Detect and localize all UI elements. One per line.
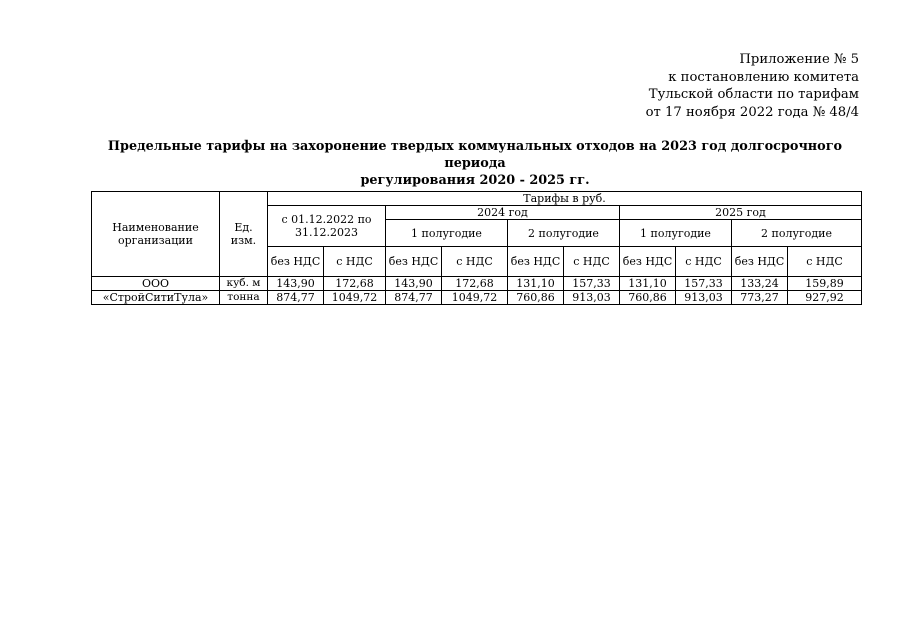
- org-name-line-2: «СтройСитиТула»: [92, 291, 220, 305]
- tariff-table: [91, 191, 862, 305]
- header-2024-half-2: 2 полугодие: [508, 220, 620, 247]
- value-cell: 143,90: [386, 277, 442, 291]
- value-cell: 927,92: [788, 291, 862, 305]
- header-2024-half-1: 1 полугодие: [386, 220, 508, 247]
- org-name-line-1: ООО: [92, 277, 220, 291]
- header-2025-half-1: 1 полугодие: [620, 220, 732, 247]
- value-cell: 157,33: [676, 277, 732, 291]
- table-row: [92, 277, 862, 291]
- title-line-1: Предельные тарифы на захоронение твердых коммунальных отходов на 2023 год долгосрочного периода: [107, 139, 843, 171]
- header-no-vat: без НДС: [268, 247, 324, 277]
- value-cell: 874,77: [268, 291, 324, 305]
- value-cell: 913,03: [564, 291, 620, 305]
- header-with-vat: с НДС: [676, 247, 732, 277]
- unit-cell: тонна: [220, 291, 268, 305]
- unit-cell: куб. м: [220, 277, 268, 291]
- value-cell: 157,33: [564, 277, 620, 291]
- header-no-vat: без НДС: [386, 247, 442, 277]
- value-cell: 773,27: [732, 291, 788, 305]
- document-title: [90, 138, 860, 189]
- value-cell: 1049,72: [442, 291, 508, 305]
- appendix-resolution: к постановлению комитета: [668, 69, 859, 85]
- value-cell: 172,68: [324, 277, 386, 291]
- appendix-header: [646, 51, 859, 121]
- header-with-vat: с НДС: [324, 247, 386, 277]
- value-cell: 913,03: [676, 291, 732, 305]
- value-cell: 131,10: [508, 277, 564, 291]
- appendix-committee: Тульской области по тарифам: [648, 87, 859, 103]
- header-period-2023: с 01.12.2022 по 31.12.2023: [268, 206, 386, 247]
- header-no-vat: без НДС: [732, 247, 788, 277]
- value-cell: 159,89: [788, 277, 862, 291]
- value-cell: 143,90: [268, 277, 324, 291]
- value-cell: 874,77: [386, 291, 442, 305]
- header-no-vat: без НДС: [508, 247, 564, 277]
- table-row: [92, 291, 862, 305]
- header-row-1: [92, 192, 862, 206]
- header-with-vat: с НДС: [442, 247, 508, 277]
- header-year-2024: 2024 год: [386, 206, 620, 220]
- value-cell: 131,10: [620, 277, 676, 291]
- header-with-vat: с НДС: [564, 247, 620, 277]
- title-line-2: регулирования 2020 - 2025 гг.: [360, 173, 590, 188]
- header-org: Наименование организации: [92, 192, 220, 277]
- value-cell: 172,68: [442, 277, 508, 291]
- header-tariffs: Тарифы в руб.: [268, 192, 862, 206]
- header-year-2025: 2025 год: [620, 206, 862, 220]
- value-cell: 1049,72: [324, 291, 386, 305]
- appendix-date: от 17 ноября 2022 года № 48/4: [645, 104, 859, 120]
- header-unit: Ед. изм.: [220, 192, 268, 277]
- header-with-vat: с НДС: [788, 247, 862, 277]
- appendix-number: Приложение № 5: [739, 52, 859, 67]
- header-2025-half-2: 2 полугодие: [732, 220, 862, 247]
- header-no-vat: без НДС: [620, 247, 676, 277]
- value-cell: 760,86: [620, 291, 676, 305]
- value-cell: 133,24: [732, 277, 788, 291]
- value-cell: 760,86: [508, 291, 564, 305]
